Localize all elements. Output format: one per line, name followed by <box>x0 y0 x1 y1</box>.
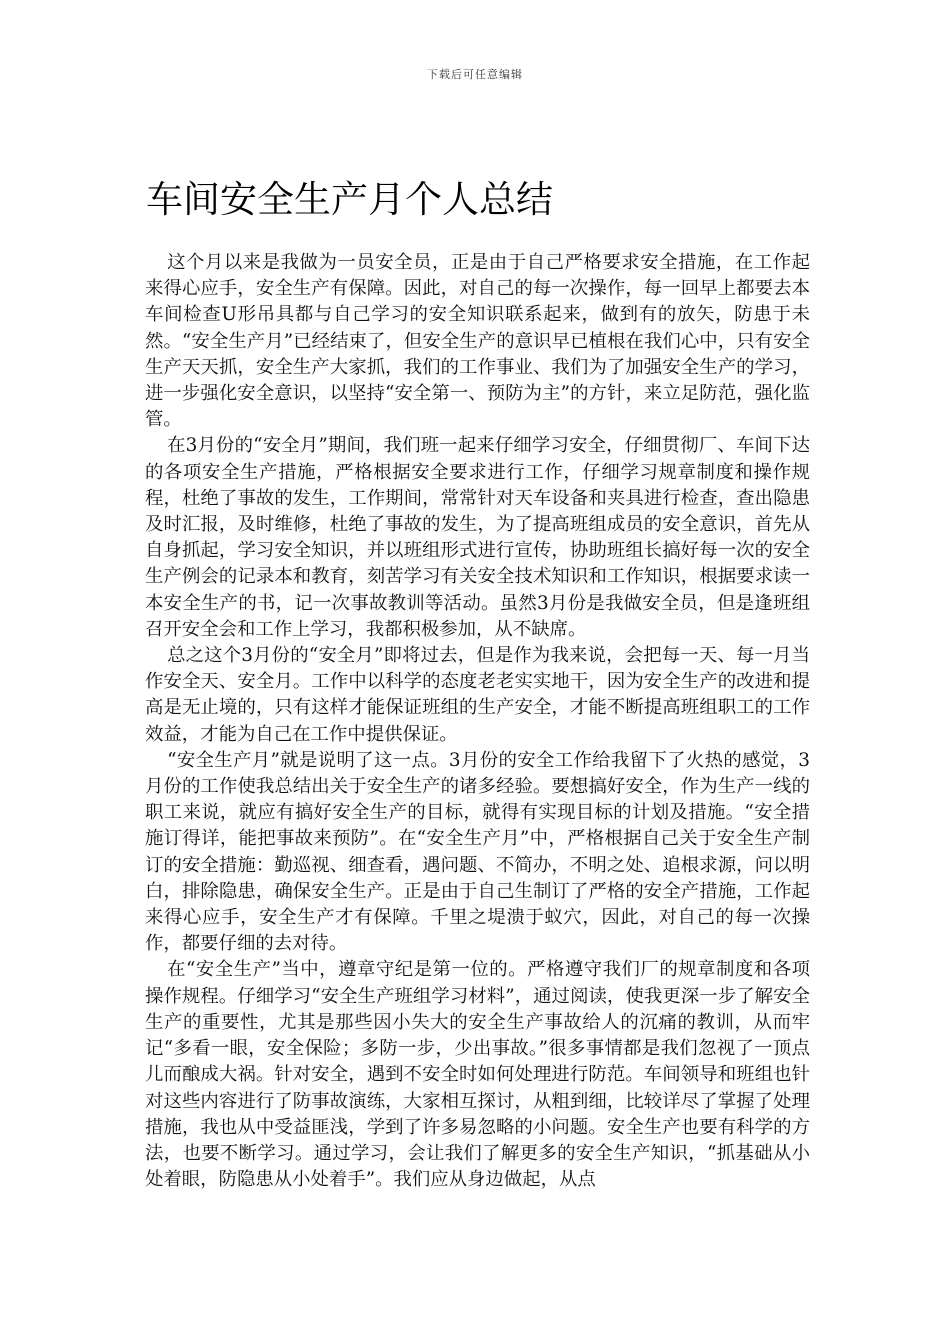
document-title: 车间安全生产月个人总结 <box>146 178 553 221</box>
paragraph-5: 在“安全生产”当中，遵章守纪是第一位的。严格遵守我们厂的规章制度和各项操作规程。仔细学习“安全生产班组学习材料”，通过阅读，使我更深一步了解安全生产的重要性，尤其是那些因小失大的安全生产事故给人的沉痛的教训，从而牢记“多看一眼，安全保险；多防一步，少出事故。”很多事情都是我们忽视了一顶点儿而酿成大祸。针对安全，遇到不安全时如何处理进行防范。车间领导和班组也针对这些内容进行了防事故演练，大家相互探讨，从粗到细，比较详尽了掌握了处理措施，我也从中受益匪浅，学到了许多易忽略的小问题。安全生产也要有科学的方法，也要不断学习。通过学习，会让我们了解更多的安全生产知识，“抓基础从小处着眼，防隐患从小处着手”。我们应从身边做起，从点 <box>145 959 810 1191</box>
document-body <box>145 250 810 1193</box>
paragraph-3: 总之这个3月份的“安全月”即将过去，但是作为我来说，会把每一天、每一月当作安全天、安全月。工作中以科学的态度老老实实地干，因为安全生产的改进和提高是无止境的，只有这样才能保证班组的生产安全，才能不断提高班组职工的工作效益，才能为自己在工作中提供保证。 <box>145 645 810 745</box>
paragraph-4: “安全生产月”就是说明了这一点。3月份的安全工作给我留下了火热的感觉，3月份的工作使我总结出关于安全生产的诸多经验。要想搞好安全，作为生产一线的职工来说，就应有搞好安全生产的目标，就得有实现目标的计划及措施。“安全措施订得详，能把事故来预防”。在“安全生产月”中，严格根据自己关于安全生产制订的安全措施：勤巡视、细查看，遇问题、不简办，不明之处、追根求源，问以明白，排除隐患，确保安全生产。正是由于自己生制订了严格的安全产措施，工作起来得心应手，安全生产才有保障。千里之堤溃于蚁穴，因此，对自己的每一次操作，都要仔细的去对待。 <box>145 749 810 955</box>
page-header-note: 下载后可任意编辑 <box>427 68 523 81</box>
paragraph-2: 在3月份的“安全月”期间，我们班一起来仔细学习安全，仔细贯彻厂、车间下达的各项安全生产措施，严格根据安全要求进行工作，仔细学习规章制度和操作规程，杜绝了事故的发生，工作期间，常常针对天车设备和夹具进行检查，查出隐患及时汇报，及时维修，杜绝了事故的发生，为了提高班组成员的安全意识，首先从自身抓起，学习安全知识，并以班组形式进行宣传，协助班组长搞好每一次的安全生产例会的记录本和教育，刻苦学习有关安全技术知识和工作知识，根据要求读一本安全生产的书，记一次事故教训等活动。虽然3月份是我做安全员，但是逢班组召开安全会和工作上学习，我都积极参加，从不缺席。 <box>145 435 810 640</box>
paragraph-1: 这个月以来是我做为一员安全员，正是由于自己严格要求安全措施，在工作起来得心应手，安全生产有保障。因此，对自己的每一次操作，每一回早上都要去本车间检查U形吊具都与自己学习的安全知识联系起来，做到有的放矢，防患于未然。“安全生产月”已经结束了，但安全生产的意识早已植根在我们心中，只有安全生产天天抓，安全生产大家抓，我们的工作事业、我们为了加强安全生产的学习，进一步强化安全意识，以坚持“安全第一、预防为主”的方针，来立足防范，强化监管。 <box>145 252 810 431</box>
